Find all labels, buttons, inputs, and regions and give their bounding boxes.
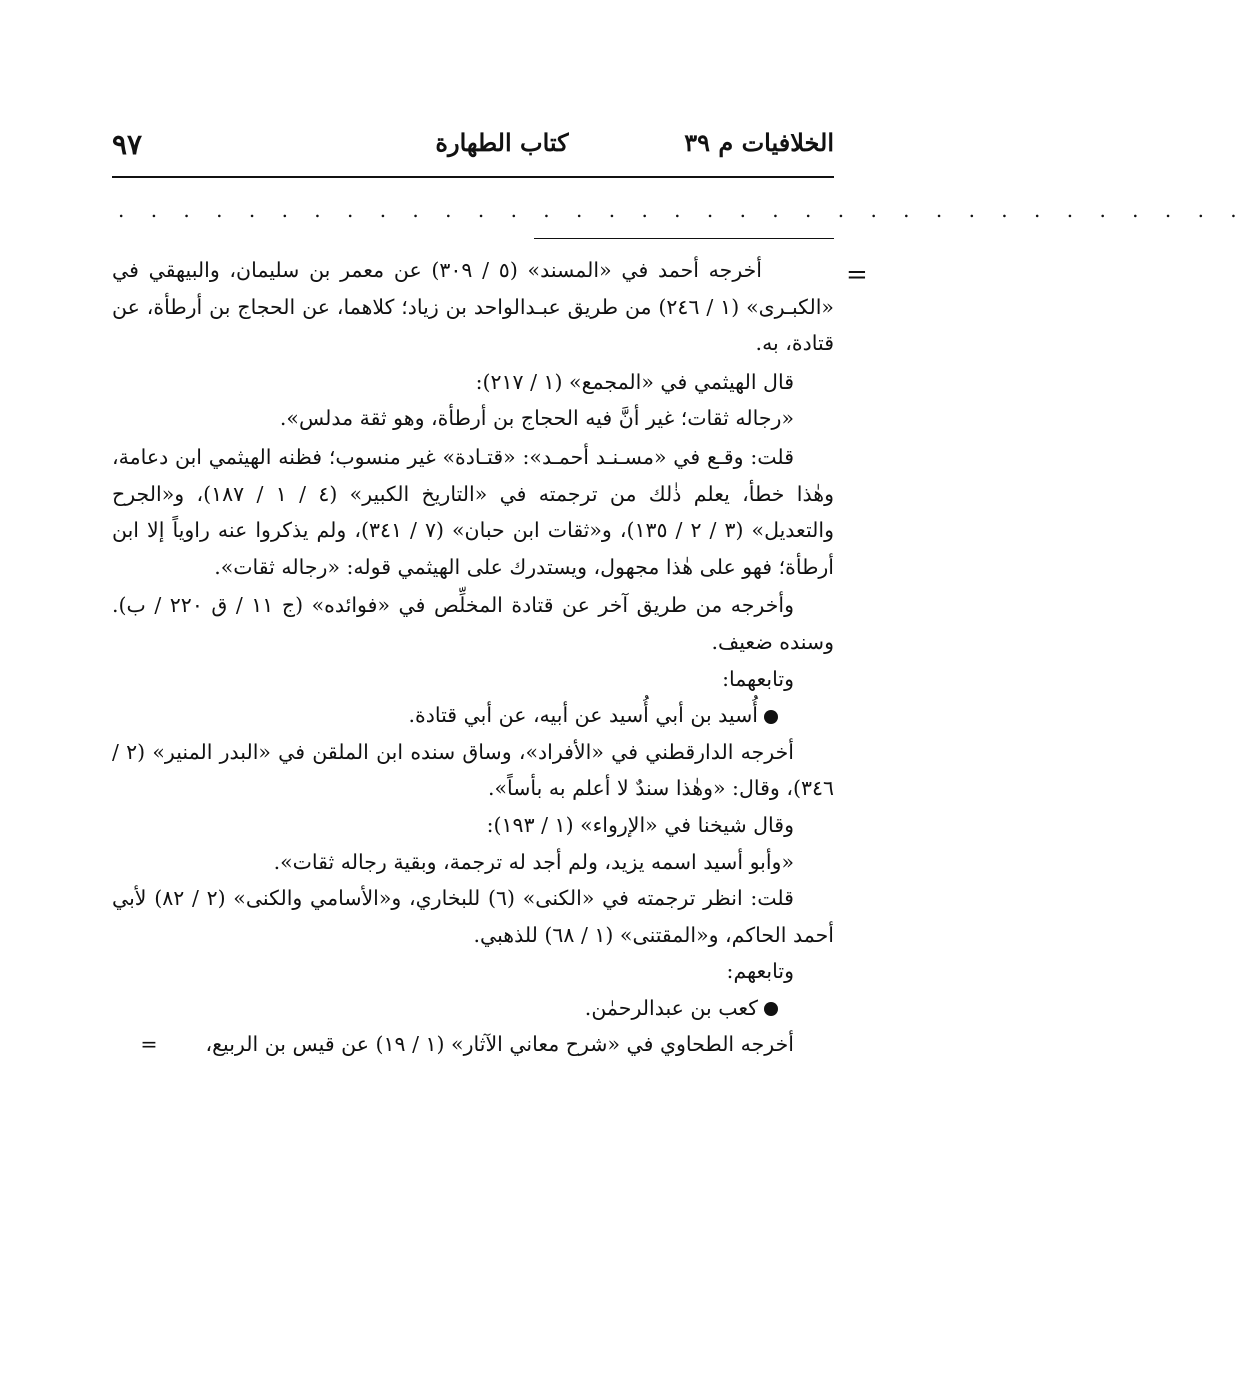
running-header <box>112 128 834 168</box>
paragraph-haythami-quote: «رجاله ثقات؛ غير أنَّ فيه الحجاج بن أرطأة، وهو ثقة مدلس». <box>279 406 794 431</box>
bullet-usayd-text: أُسيد بن أبي أُسيد عن أبيه، عن أبي قتادة. <box>408 703 758 728</box>
footnote-body <box>112 252 834 1063</box>
paragraph-see-biography: قلت: انظر ترجمته في «الكنى» (٦) للبخاري، و«الأسامي والكنى» (٢ / ٨٢) لأبي أحمد الحاكم، و«المقتنى» (١ / ٦٨) للذهبي. <box>112 886 834 947</box>
paragraph-daraqutni: أخرجه الدارقطني في «الأفراد»، وساق سنده ابن الملقن في «البدر المنير» (٢ / ٣٤٦)، وقال: «وهٰذا سندٌ لا أعلم به بأساً». <box>112 739 834 801</box>
paragraph-tahawi <box>112 1026 834 1063</box>
bullet-usayd <box>112 697 834 734</box>
bullet-kaab-text: كعب بن عبدالرحمٰن. <box>584 995 758 1020</box>
paragraph-followed-by-1: وتابعهما: <box>722 666 794 691</box>
continuation-mark-bottom: = <box>140 1032 158 1057</box>
bullet-icon <box>764 1002 778 1016</box>
header-book-title: كتاب الطهارة <box>435 128 569 157</box>
paragraph-shaykh-irwa: وقال شيخنا في «الإرواء» (١ / ١٩٣): <box>486 812 794 837</box>
page-number: ٩٧ <box>112 128 143 161</box>
header-rule <box>112 176 834 178</box>
continuation-mark-top: = <box>846 260 868 290</box>
paragraph-tahawi-text: أخرجه الطحاوي في «شرح معاني الآثار» (١ / ١٩) عن قيس بن الربيع، <box>205 1032 794 1057</box>
paragraph-abu-usayd-quote: «وأبو أسيد اسمه يزيد، ولم أجد له ترجمة، وبقية رجاله ثقات». <box>273 849 794 874</box>
paragraph-mukhallis: وأخرجه من طريق آخر عن قتادة المخلِّص في «فوائده» (ج ١١ / ق ٢٢٠ / ب). وسنده ضعيف. <box>112 593 834 654</box>
paragraph-followed-by-2: وتابعهم: <box>726 959 794 984</box>
paragraph-comment-qatada: قلت: وقـع في «مسـنـد أحمـد»: «قتـادة» غير منسوب؛ فظنه الهيثمي ابن دعامة، وهٰذا خطأ، يعلم ذٰلك من ترجمته في «التاريخ الكبير» (٤ / ١ / ١٨٧)، و«الجرح والتعديل» (٣ / ٢ / ١٣٥)، و«ثقات ابن حبان» (٧ / ٣٤١)، ولم يذكروا عنه راوياً إلا ابن أرطأة؛ فهو على هٰذا مجهول، ويستدرك على الهيثمي قوله: «رجاله ثقات». <box>112 444 834 579</box>
footnote-rule <box>534 238 834 239</box>
bullet-icon <box>764 710 778 724</box>
header-chapter-label: الخلافيات م ٣٩ <box>684 128 834 157</box>
paragraph-haythami-quote-intro: قال الهيثمي في «المجمع» (١ / ٢١٧): <box>475 369 794 394</box>
paragraph-ahmad: أخرجه أحمد في «المسند» (٥ / ٣٠٩) عن معمر بن سليمان، والبيهقي في «الكبـرى» (١ / ٢٤٦) من طريق عبـدالواحد بن زياد؛ كلاهما، عن الحجاج بن أرطأة، عن قتادة، به. <box>112 258 834 356</box>
bullet-kaab <box>112 990 834 1027</box>
omitted-text-dots: . . . . . . . . . . . . . . . . . . . . . . . . . . . . . . . . . . . <box>118 198 1247 222</box>
